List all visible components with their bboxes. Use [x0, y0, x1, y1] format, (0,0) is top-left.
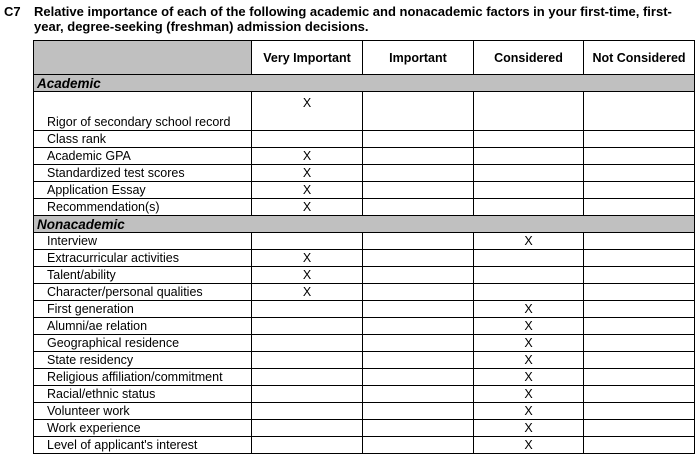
factor-label: Religious affiliation/commitment — [34, 369, 252, 386]
importance-mark-cell — [584, 386, 695, 403]
question-code: C7 — [4, 4, 21, 19]
section-header-row — [34, 75, 695, 92]
importance-mark-cell — [252, 352, 363, 369]
factor-label: Volunteer work — [34, 403, 252, 420]
importance-mark-cell: X — [474, 437, 584, 454]
header-blank-cell — [34, 41, 252, 75]
importance-mark-cell — [363, 165, 474, 182]
table-row — [34, 386, 695, 403]
importance-mark-cell — [584, 182, 695, 199]
importance-mark-cell — [584, 131, 695, 148]
importance-mark-cell: X — [252, 182, 363, 199]
importance-mark-cell: X — [252, 165, 363, 182]
factor-label: Level of applicant's interest — [34, 437, 252, 454]
importance-mark-cell: X — [474, 335, 584, 352]
importance-mark-cell — [363, 335, 474, 352]
importance-mark-cell — [584, 92, 695, 131]
importance-mark-cell — [363, 284, 474, 301]
section-header-row — [34, 216, 695, 233]
importance-mark-cell — [363, 131, 474, 148]
importance-mark-cell — [584, 165, 695, 182]
importance-mark-cell — [584, 267, 695, 284]
importance-mark-cell: X — [474, 301, 584, 318]
table-row — [34, 182, 695, 199]
importance-mark-cell — [584, 199, 695, 216]
factor-label: State residency — [34, 352, 252, 369]
factor-label: Class rank — [34, 131, 252, 148]
importance-mark-cell — [363, 437, 474, 454]
importance-mark-cell: X — [252, 267, 363, 284]
factor-label: Racial/ethnic status — [34, 386, 252, 403]
column-header-considered: Considered — [474, 41, 584, 75]
importance-mark-cell — [252, 233, 363, 250]
importance-mark-cell: X — [474, 369, 584, 386]
section-title: Nonacademic — [34, 216, 695, 233]
importance-mark-cell: X — [252, 284, 363, 301]
importance-mark-cell — [252, 369, 363, 386]
importance-mark-cell — [584, 318, 695, 335]
factor-label: Extracurricular activities — [34, 250, 252, 267]
importance-mark-cell — [474, 182, 584, 199]
importance-mark-cell: X — [474, 352, 584, 369]
factor-label: Work experience — [34, 420, 252, 437]
question-title: Relative importance of each of the following academic and nonacademic factors in your first-time, first-year, degree-seeking (freshman) admission decisions. — [34, 4, 672, 34]
importance-mark-cell — [584, 250, 695, 267]
importance-mark-cell — [584, 437, 695, 454]
importance-mark-cell — [474, 199, 584, 216]
importance-mark-cell: X — [252, 199, 363, 216]
table-row — [34, 318, 695, 335]
factor-label: Recommendation(s) — [34, 199, 252, 216]
factor-label: Character/personal qualities — [34, 284, 252, 301]
factor-label: Academic GPA — [34, 148, 252, 165]
importance-mark-cell — [474, 165, 584, 182]
importance-mark-cell — [363, 420, 474, 437]
importance-mark-cell — [474, 131, 584, 148]
table-row — [34, 250, 695, 267]
section-title: Academic — [34, 75, 695, 92]
column-header-not-considered: Not Considered — [584, 41, 695, 75]
table-header-row — [34, 41, 695, 75]
importance-mark-cell — [584, 369, 695, 386]
importance-mark-cell — [363, 148, 474, 165]
importance-mark-cell: X — [474, 386, 584, 403]
importance-mark-cell — [474, 92, 584, 131]
importance-mark-cell — [363, 267, 474, 284]
importance-mark-cell — [252, 301, 363, 318]
factor-label: Talent/ability — [34, 267, 252, 284]
importance-mark-cell: X — [474, 403, 584, 420]
importance-mark-cell — [252, 335, 363, 352]
importance-mark-cell — [584, 420, 695, 437]
importance-mark-cell — [363, 352, 474, 369]
importance-mark-cell — [363, 403, 474, 420]
table-row — [34, 233, 695, 250]
importance-mark-cell — [363, 318, 474, 335]
factors-table — [33, 40, 695, 454]
importance-mark-cell: X — [474, 233, 584, 250]
importance-mark-cell — [252, 131, 363, 148]
table-row — [34, 403, 695, 420]
importance-mark-cell — [584, 335, 695, 352]
importance-mark-cell — [584, 403, 695, 420]
table-row — [34, 335, 695, 352]
table-row — [34, 92, 695, 131]
importance-mark-cell — [252, 437, 363, 454]
importance-mark-cell — [363, 301, 474, 318]
table-row — [34, 284, 695, 301]
table-row — [34, 267, 695, 284]
importance-mark-cell — [363, 250, 474, 267]
importance-mark-cell: X — [252, 148, 363, 165]
importance-mark-cell — [584, 148, 695, 165]
factor-label: Alumni/ae relation — [34, 318, 252, 335]
importance-mark-cell: X — [474, 318, 584, 335]
column-header-very-important: Very Important — [252, 41, 363, 75]
importance-mark-cell — [252, 420, 363, 437]
importance-mark-cell — [474, 267, 584, 284]
importance-mark-cell — [252, 386, 363, 403]
table-row — [34, 131, 695, 148]
table-row — [34, 352, 695, 369]
importance-mark-cell — [363, 369, 474, 386]
factor-label: First generation — [34, 301, 252, 318]
factor-label: Interview — [34, 233, 252, 250]
table-row — [34, 301, 695, 318]
importance-mark-cell — [584, 352, 695, 369]
table-row — [34, 369, 695, 386]
table-row — [34, 437, 695, 454]
importance-mark-cell: X — [252, 250, 363, 267]
factor-label: Application Essay — [34, 182, 252, 199]
importance-mark-cell — [252, 318, 363, 335]
importance-mark-cell — [363, 92, 474, 131]
importance-mark-cell — [584, 301, 695, 318]
importance-mark-cell — [584, 284, 695, 301]
table-row — [34, 165, 695, 182]
factor-label: Rigor of secondary school record — [34, 92, 252, 131]
importance-mark-cell — [584, 233, 695, 250]
factor-label: Geographical residence — [34, 335, 252, 352]
importance-mark-cell — [363, 233, 474, 250]
importance-mark-cell — [474, 284, 584, 301]
table-row — [34, 148, 695, 165]
factor-label: Standardized test scores — [34, 165, 252, 182]
importance-mark-cell: X — [252, 92, 363, 131]
importance-mark-cell — [363, 182, 474, 199]
column-header-important: Important — [363, 41, 474, 75]
table-row — [34, 199, 695, 216]
importance-mark-cell — [474, 148, 584, 165]
table-row — [34, 420, 695, 437]
importance-mark-cell — [363, 386, 474, 403]
importance-mark-cell: X — [474, 420, 584, 437]
importance-mark-cell — [474, 250, 584, 267]
importance-mark-cell — [252, 403, 363, 420]
importance-mark-cell — [363, 199, 474, 216]
